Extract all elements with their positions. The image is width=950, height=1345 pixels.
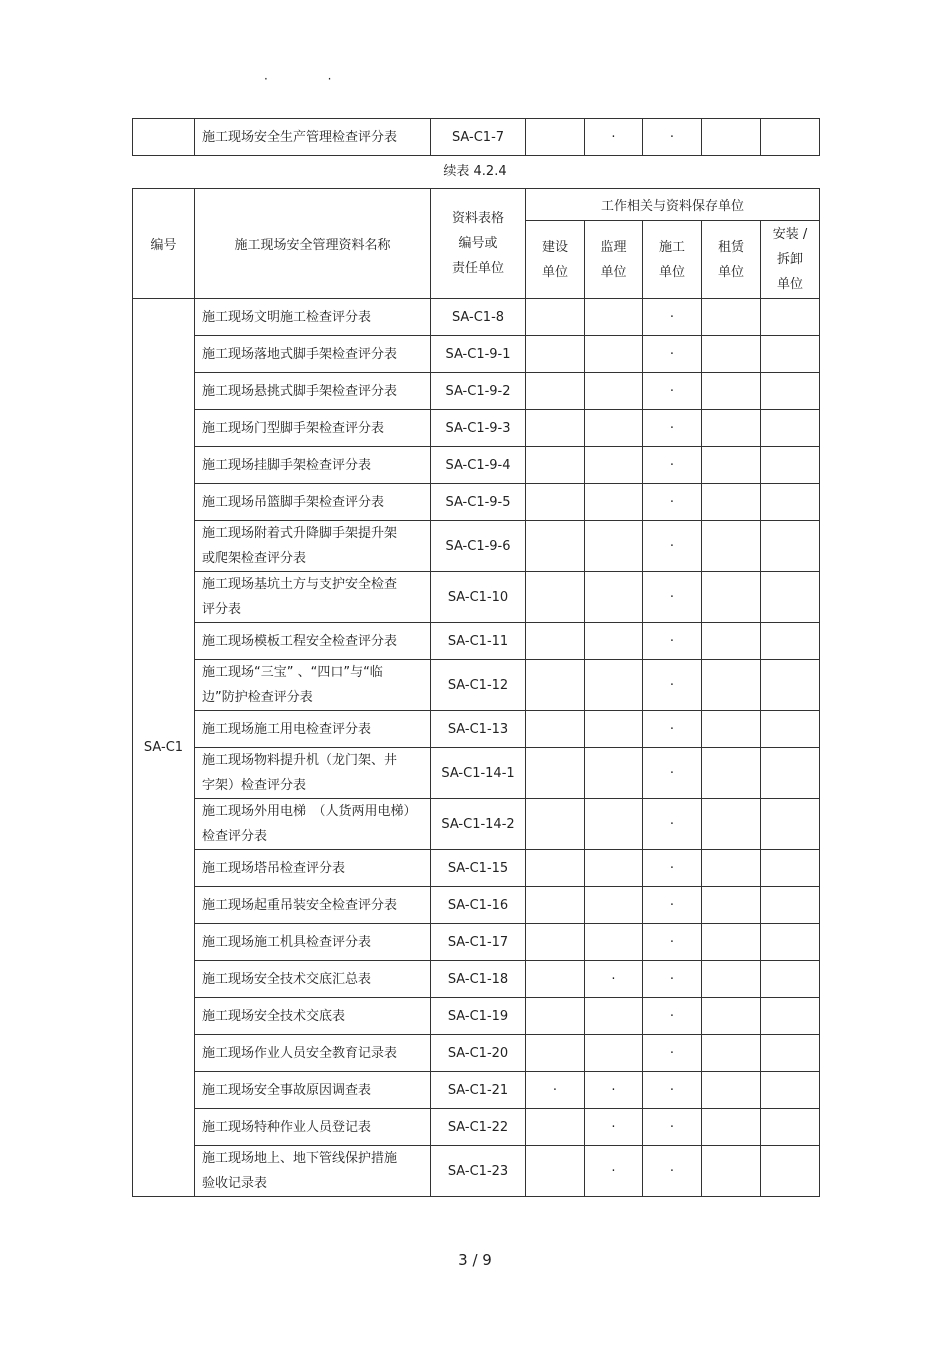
table-row [133, 1035, 820, 1072]
row-form: SA-C1-17 [431, 924, 526, 961]
top-row-name: 施工现场安全生产管理检查评分表 [195, 119, 431, 156]
row-mark: · [643, 1072, 702, 1109]
row-mark [702, 373, 761, 410]
row-name [195, 924, 431, 961]
row-mark [761, 660, 820, 711]
row-mark [761, 623, 820, 660]
row-mark [761, 1109, 820, 1146]
row-mark: · [643, 410, 702, 447]
header-form-line: 编号或 [458, 236, 498, 251]
row-mark: · [643, 998, 702, 1035]
row-form: SA-C1-19 [431, 998, 526, 1035]
header-name: 施工现场安全管理资料名称 [195, 189, 431, 299]
row-name [195, 447, 431, 484]
row-name-line: 施工现场地上、地下管线保护措施 [202, 1151, 398, 1166]
table-row [133, 336, 820, 373]
row-mark [702, 447, 761, 484]
header-dots: · · [264, 72, 360, 86]
row-form: SA-C1-9-4 [431, 447, 526, 484]
header-unit-line: 单位 [600, 264, 627, 280]
row-mark [585, 623, 643, 660]
row-mark: · [643, 521, 702, 572]
header-row [133, 189, 820, 221]
top-row-form: SA-C1-7 [431, 119, 526, 156]
row-form: SA-C1-9-2 [431, 373, 526, 410]
row-name [195, 660, 431, 711]
row-mark: · [643, 1146, 702, 1197]
row-mark [585, 1035, 643, 1072]
row-mark: · [585, 961, 643, 998]
row-mark [526, 799, 585, 850]
row-mark [702, 711, 761, 748]
row-mark [702, 748, 761, 799]
row-form: SA-C1-15 [431, 850, 526, 887]
row-mark [761, 961, 820, 998]
row-name-line: 施工现场文明施工检查评分表 [202, 309, 372, 325]
row-form: SA-C1-18 [431, 961, 526, 998]
row-name [195, 1109, 431, 1146]
row-mark: · [643, 887, 702, 924]
row-mark [585, 887, 643, 924]
row-mark [585, 850, 643, 887]
row-name [195, 887, 431, 924]
table-row [133, 447, 820, 484]
row-form: SA-C1-9-3 [431, 410, 526, 447]
table-row [133, 299, 820, 336]
header-group: 工作相关与资料保存单位 [526, 189, 820, 221]
row-mark [585, 660, 643, 711]
row-mark [761, 799, 820, 850]
row-mark [526, 998, 585, 1035]
table-caption: 续表 4.2.4 [443, 164, 507, 179]
row-mark [702, 1146, 761, 1197]
row-mark [702, 336, 761, 373]
row-mark [526, 1146, 585, 1197]
row-mark: · [643, 447, 702, 484]
row-mark [702, 299, 761, 336]
row-mark: · [643, 1109, 702, 1146]
table-row [133, 410, 820, 447]
top-row-mark [526, 119, 585, 156]
row-mark: · [643, 850, 702, 887]
row-mark: · [643, 572, 702, 623]
row-mark [526, 572, 585, 623]
header-unit [585, 221, 643, 299]
table-row [133, 623, 820, 660]
table-row [133, 484, 820, 521]
row-name-line: 施工现场施工用电检查评分表 [202, 721, 372, 737]
header-unit-line: 监理 [600, 239, 627, 255]
row-form: SA-C1-9-1 [431, 336, 526, 373]
row-mark [526, 887, 585, 924]
row-mark [702, 484, 761, 521]
row-mark [526, 521, 585, 572]
row-name [195, 998, 431, 1035]
row-form: SA-C1-21 [431, 1072, 526, 1109]
row-name [195, 521, 431, 572]
table-row [133, 572, 820, 623]
header-unit [702, 221, 761, 299]
row-mark [585, 572, 643, 623]
row-mark [585, 373, 643, 410]
row-name [195, 623, 431, 660]
row-mark [761, 373, 820, 410]
row-mark [585, 299, 643, 336]
row-mark [585, 748, 643, 799]
row-mark [761, 336, 820, 373]
row-mark [702, 1072, 761, 1109]
top-row-mark [761, 119, 820, 156]
table-row [133, 1072, 820, 1109]
row-name-line: 施工现场物料提升机（龙门架、井 [202, 753, 398, 768]
row-mark [585, 924, 643, 961]
table-row [133, 1146, 820, 1197]
row-name-line: 边”防护检查评分表 [202, 690, 313, 705]
row-mark: · [643, 623, 702, 660]
row-mark [702, 623, 761, 660]
row-form: SA-C1-23 [431, 1146, 526, 1197]
group-code: SA-C1 [133, 299, 195, 1197]
row-mark: · [643, 1035, 702, 1072]
header-unit-line: 单位 [541, 264, 568, 280]
row-mark: · [585, 1146, 643, 1197]
row-mark [702, 572, 761, 623]
row-form: SA-C1-8 [431, 299, 526, 336]
header-unit [643, 221, 702, 299]
table-row [133, 1109, 820, 1146]
row-form: SA-C1-16 [431, 887, 526, 924]
row-name [195, 1146, 431, 1197]
row-name-line: 施工现场挂脚手架检查评分表 [202, 457, 372, 473]
row-mark [761, 850, 820, 887]
row-mark [585, 447, 643, 484]
row-name-line: 施工现场塔吊检查评分表 [202, 860, 346, 876]
row-form: SA-C1-20 [431, 1035, 526, 1072]
row-name-line: 评分表 [202, 602, 242, 617]
row-name [195, 484, 431, 521]
row-name-line: 或爬架检查评分表 [202, 551, 307, 566]
row-mark: · [643, 484, 702, 521]
top-row-mark: · [643, 119, 702, 156]
row-name [195, 1035, 431, 1072]
row-name [195, 711, 431, 748]
row-mark [526, 447, 585, 484]
row-mark [526, 1109, 585, 1146]
row-name-line: 施工现场模板工程安全检查评分表 [202, 633, 398, 649]
row-mark [702, 1109, 761, 1146]
row-name [195, 748, 431, 799]
row-name-line: 施工现场安全技术交底汇总表 [202, 971, 372, 987]
row-form: SA-C1-10 [431, 572, 526, 623]
row-form: SA-C1-9-6 [431, 521, 526, 572]
row-mark [761, 998, 820, 1035]
row-mark: · [643, 799, 702, 850]
row-mark [526, 484, 585, 521]
row-name-line: 施工现场附着式升降脚手架提升架 [202, 526, 398, 541]
row-mark [526, 748, 585, 799]
row-mark [526, 850, 585, 887]
row-name-line: 施工现场施工机具检查评分表 [202, 934, 372, 950]
table-row [133, 924, 820, 961]
row-name [195, 850, 431, 887]
row-name-line: 施工现场安全事故原因调查表 [202, 1082, 372, 1098]
row-mark [526, 623, 585, 660]
row-mark: · [643, 961, 702, 998]
row-name-line: 施工现场特种作业人员登记表 [202, 1119, 372, 1135]
row-name [195, 299, 431, 336]
row-name-line: 施工现场门型脚手架检查评分表 [202, 420, 385, 436]
top-table [132, 118, 820, 156]
row-mark [761, 1146, 820, 1197]
row-mark [702, 410, 761, 447]
table-row [133, 799, 820, 850]
header-unit [526, 221, 585, 299]
table-row [133, 748, 820, 799]
row-name-line: 施工现场基坑土方与支护安全检查 [202, 577, 398, 592]
header-unit-line: 建设 [541, 239, 568, 255]
row-mark: · [643, 660, 702, 711]
row-mark [702, 1035, 761, 1072]
table-row [133, 961, 820, 998]
row-form: SA-C1-13 [431, 711, 526, 748]
row-mark [526, 924, 585, 961]
row-name [195, 572, 431, 623]
top-row-code [133, 119, 195, 156]
table-row [133, 711, 820, 748]
page-number: 3 / 9 [458, 1251, 492, 1269]
header-form-line: 资料表格 [451, 211, 504, 226]
row-name [195, 1072, 431, 1109]
row-name [195, 410, 431, 447]
header-form [431, 189, 526, 299]
header-form-line: 责任单位 [451, 261, 504, 276]
row-name-line: 施工现场作业人员安全教育记录表 [202, 1045, 398, 1061]
header-unit-line: 拆卸 [777, 252, 804, 267]
row-mark [585, 998, 643, 1035]
row-form: SA-C1-11 [431, 623, 526, 660]
header-code: 编号 [133, 189, 195, 299]
row-mark [585, 711, 643, 748]
row-mark [702, 887, 761, 924]
row-name-line: 施工现场吊篮脚手架检查评分表 [202, 494, 385, 510]
row-name-line: 字架）检查评分表 [202, 778, 307, 793]
row-name [195, 961, 431, 998]
row-name-line: 施工现场落地式脚手架检查评分表 [202, 346, 398, 362]
row-name-line: 施工现场“三宝” 、“四口”与“临 [202, 665, 383, 680]
row-mark: · [643, 711, 702, 748]
row-mark [526, 373, 585, 410]
header-unit-line: 单位 [717, 264, 744, 280]
row-form: SA-C1-12 [431, 660, 526, 711]
row-mark [585, 521, 643, 572]
row-mark [585, 799, 643, 850]
row-mark [585, 336, 643, 373]
row-mark [702, 799, 761, 850]
row-mark: · [643, 924, 702, 961]
row-mark: · [643, 373, 702, 410]
row-mark [702, 961, 761, 998]
row-mark [702, 850, 761, 887]
row-mark [761, 521, 820, 572]
row-mark [702, 924, 761, 961]
row-mark [526, 299, 585, 336]
row-mark [761, 1035, 820, 1072]
row-form: SA-C1-14-1 [431, 748, 526, 799]
row-mark [761, 711, 820, 748]
row-mark: · [585, 1109, 643, 1146]
table-row [133, 998, 820, 1035]
row-mark [526, 410, 585, 447]
table-row [133, 660, 820, 711]
header-unit [761, 221, 820, 299]
row-mark [761, 1072, 820, 1109]
row-name-line: 施工现场起重吊装安全检查评分表 [202, 897, 398, 913]
row-form: SA-C1-22 [431, 1109, 526, 1146]
row-mark [702, 660, 761, 711]
row-mark [761, 484, 820, 521]
row-mark [761, 299, 820, 336]
row-form: SA-C1-14-2 [431, 799, 526, 850]
row-mark: · [585, 1072, 643, 1109]
row-name-line: 施工现场外用电梯 （人货两用电梯） [202, 804, 417, 819]
row-mark [526, 660, 585, 711]
row-mark: · [643, 748, 702, 799]
row-name [195, 373, 431, 410]
table-row [133, 521, 820, 572]
row-mark [761, 924, 820, 961]
row-mark: · [643, 299, 702, 336]
row-mark [526, 1035, 585, 1072]
row-name-line: 施工现场悬挑式脚手架检查评分表 [202, 383, 398, 399]
top-row-mark: · [585, 119, 643, 156]
table-row [133, 887, 820, 924]
row-mark [526, 711, 585, 748]
table-row [133, 850, 820, 887]
header-unit-line: 施工 [658, 239, 685, 255]
header-unit-line: 单位 [658, 264, 685, 280]
header-unit-line: 安装 / [772, 227, 808, 242]
row-mark [761, 447, 820, 484]
top-row [133, 119, 820, 156]
row-mark: · [643, 336, 702, 373]
row-mark: · [526, 1072, 585, 1109]
row-name [195, 336, 431, 373]
row-mark [761, 887, 820, 924]
row-mark [585, 410, 643, 447]
row-name-line: 检查评分表 [202, 829, 268, 844]
table-row [133, 373, 820, 410]
row-name-line: 施工现场安全技术交底表 [202, 1008, 346, 1024]
row-mark [702, 521, 761, 572]
top-row-mark [702, 119, 761, 156]
row-form: SA-C1-9-5 [431, 484, 526, 521]
row-mark [585, 484, 643, 521]
main-table [132, 188, 820, 1197]
row-mark [526, 336, 585, 373]
row-mark [702, 998, 761, 1035]
row-mark [761, 748, 820, 799]
header-unit-line: 单位 [777, 277, 804, 292]
row-mark [526, 961, 585, 998]
row-name-line: 验收记录表 [202, 1176, 268, 1191]
row-name [195, 799, 431, 850]
row-mark [761, 572, 820, 623]
row-mark [761, 410, 820, 447]
header-unit-line: 租赁 [717, 239, 744, 255]
